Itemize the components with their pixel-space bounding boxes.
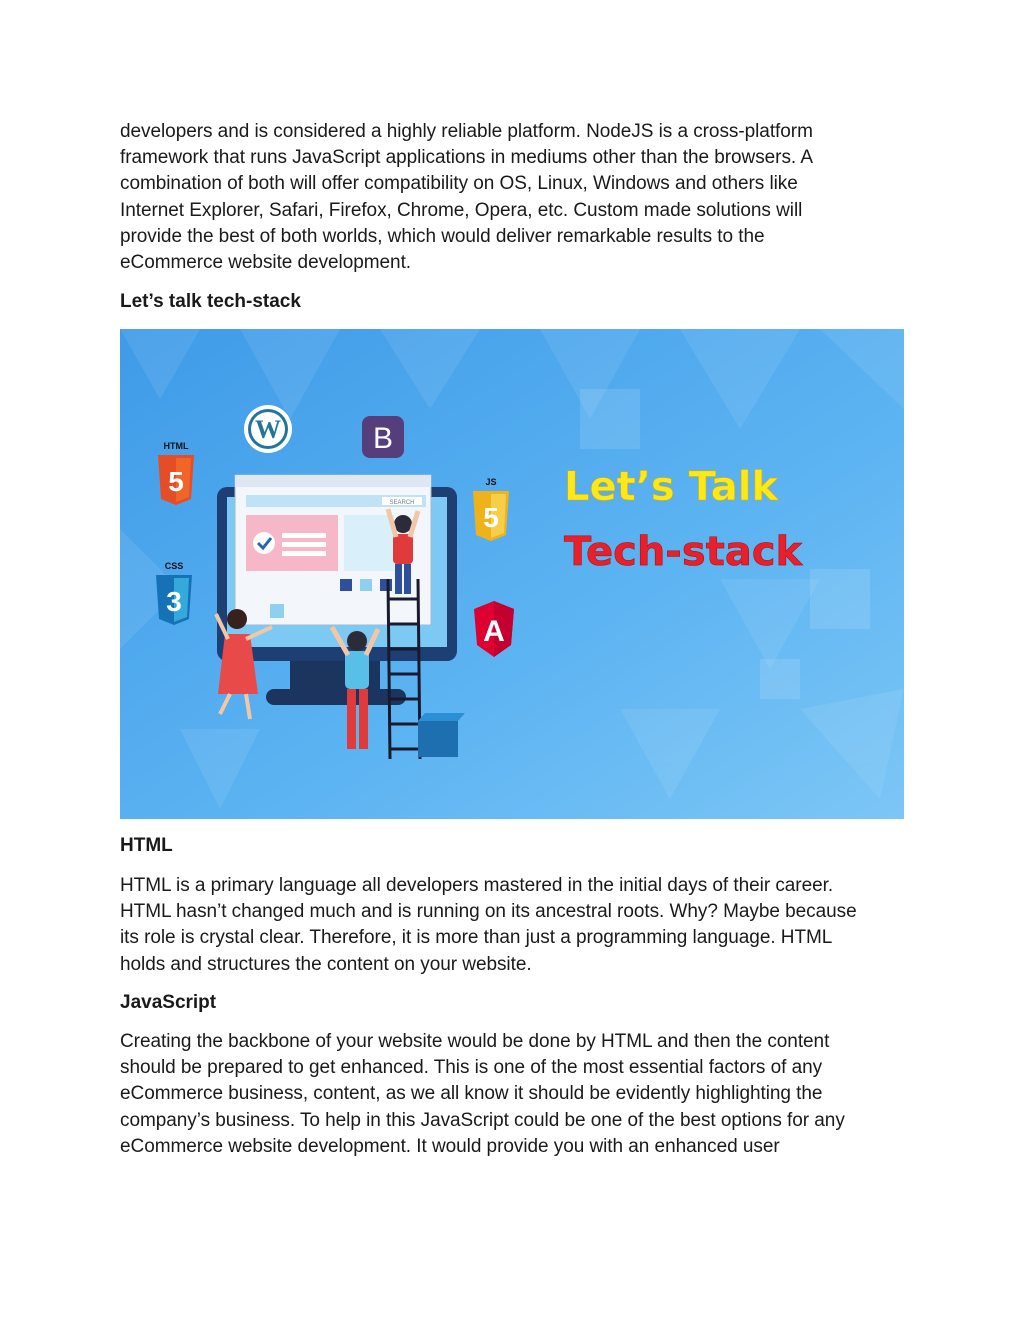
svg-text:3: 3: [166, 586, 182, 617]
svg-text:B: B: [372, 422, 394, 455]
text-line: framework that runs JavaScript applications in mediums other than the browsers. A: [120, 147, 813, 169]
svg-text:W: W: [255, 415, 281, 444]
text-line: eCommerce website development. It would provide you with an enhanced user: [120, 1135, 780, 1157]
html-paragraph: [120, 873, 910, 978]
javascript-paragraph: [120, 1029, 910, 1160]
section-heading-html: HTML: [120, 835, 173, 856]
bootstrap-logo-icon: [362, 416, 404, 458]
text-line: Internet Explorer, Safari, Firefox, Chrome, Opera, etc. Custom made solutions will: [120, 199, 803, 221]
text-line: eCommerce business, content, as we all know it should be evidently highlighting the: [120, 1083, 823, 1105]
svg-text:5: 5: [483, 502, 499, 533]
text-line: HTML is a primary language all developers mastered in the initial days of their career.: [120, 875, 834, 896]
css-logo-label: CSS: [164, 561, 184, 571]
text-line: its role is crystal clear. Therefore, it is more than just a programming language. HTML: [120, 927, 833, 949]
text-line: provide the best of both worlds, which would deliver remarkable results to the: [120, 225, 765, 247]
text-line: Creating the backbone of your website would be done by HTML and then the content: [120, 1031, 830, 1052]
text-line: HTML hasn’t changed much and is running on its ancestral roots. Why? Maybe because: [120, 901, 857, 923]
section-heading-tech-stack: Let’s talk tech-stack: [120, 291, 301, 312]
text-line: company’s business. To help in this JavaScript could be one of the best options for any: [120, 1109, 845, 1131]
text-line: combination of both will offer compatibility on OS, Linux, Windows and others like: [120, 173, 798, 195]
js-logo-label: JS: [485, 477, 497, 487]
text-line: should be prepared to get enhanced. This is one of the most essential factors of any: [120, 1057, 823, 1079]
text-line: developers and is considered a highly reliable platform. NodeJS is a cross-platform: [120, 121, 813, 142]
section-heading-javascript: JavaScript: [120, 992, 217, 1013]
html-logo-label: HTML: [163, 441, 189, 451]
text-line: holds and structures the content on your website.: [120, 953, 532, 975]
box-illustration: [418, 713, 465, 757]
banner-title-line1: Let’s Talk: [564, 464, 779, 510]
search-label: SEARCH: [389, 500, 415, 506]
svg-text:A: A: [483, 615, 505, 648]
banner-title-line2: Tech-stack: [564, 529, 803, 575]
svg-text:5: 5: [168, 466, 184, 497]
wordpress-logo-icon: [244, 405, 292, 453]
intro-paragraph: [120, 119, 910, 276]
tech-stack-banner-image: [120, 329, 904, 819]
text-line: eCommerce website development.: [120, 252, 412, 274]
